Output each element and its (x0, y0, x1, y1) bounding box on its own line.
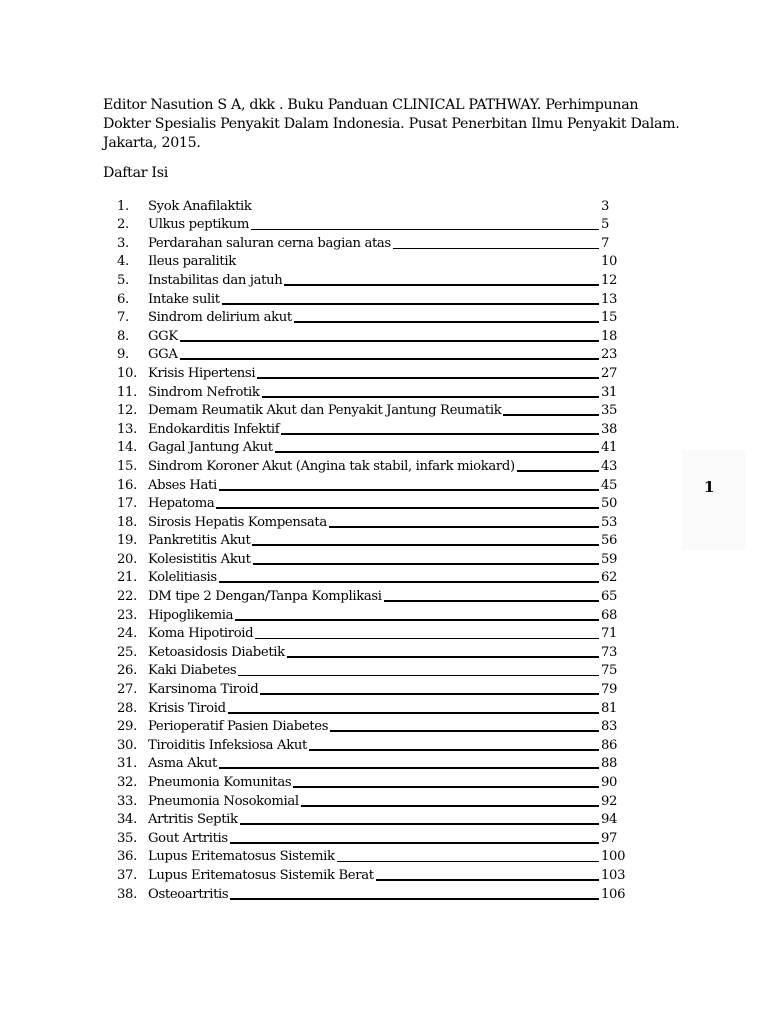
toc-item-title: Ulkus peptikum (148, 217, 250, 233)
toc-item-page: 38 (601, 421, 618, 437)
toc-leader-line (275, 451, 599, 453)
toc-item-page: 73 (601, 644, 618, 660)
toc-item (117, 401, 627, 420)
toc-item-number: 14. (117, 440, 137, 456)
toc-leader-line (235, 619, 599, 621)
toc-item (117, 438, 627, 457)
toc-item (117, 233, 627, 252)
toc-item (117, 270, 627, 289)
toc-item-page: 90 (601, 775, 618, 790)
toc-leader-line (503, 414, 599, 416)
toc-leader-line (252, 544, 599, 546)
toc-item-page: 75 (601, 663, 618, 679)
toc-item-title: Gagal Jantung Akut (148, 440, 273, 456)
toc-item-page: 41 (601, 440, 618, 456)
toc-leader-line (228, 712, 599, 714)
toc-item-number: 2. (117, 217, 129, 233)
toc-item-number: 21. (117, 570, 137, 586)
toc-item (117, 196, 627, 215)
toc-item-number: 20. (117, 551, 137, 567)
toc-item-page: 81 (601, 700, 618, 716)
toc-item (117, 791, 627, 810)
toc-item-page: 94 (601, 812, 618, 828)
toc-item (117, 494, 627, 513)
margin-shade (682, 450, 746, 550)
toc-item-number: 28. (117, 700, 137, 716)
toc-item-page: 31 (601, 384, 618, 400)
toc-leader-line (219, 581, 599, 583)
toc-item-page: 68 (601, 607, 618, 623)
toc-leader-line (287, 656, 599, 658)
toc-item-title: Perioperatif Pasien Diabetes (148, 719, 329, 735)
toc-heading: Daftar Isi (103, 165, 168, 181)
toc-item-page: 13 (601, 291, 618, 307)
toc-item (117, 456, 627, 475)
toc-item-number: 16. (117, 477, 137, 493)
toc-item-number: 34. (117, 812, 137, 828)
toc-item (117, 308, 627, 327)
toc-leader-line (309, 749, 599, 751)
toc-item (117, 847, 627, 866)
toc-item-page: 79 (601, 682, 618, 698)
toc-item-title: Kolesistitis Akut (148, 551, 251, 567)
toc-item-number: 8. (117, 328, 129, 344)
toc-leader-line (255, 638, 599, 639)
toc-item-page: 92 (601, 793, 618, 809)
toc-item-number: 36. (117, 849, 137, 865)
toc-item-number: 7. (117, 310, 129, 326)
toc-item-title: Syok Anafilaktik (148, 198, 252, 214)
toc-item (117, 568, 627, 587)
toc-item (117, 605, 627, 624)
toc-item (117, 717, 627, 736)
toc-item-number: 18. (117, 514, 137, 530)
toc-item (117, 475, 627, 494)
toc-item-number: 37. (117, 867, 137, 883)
toc-item-page: 62 (601, 570, 618, 586)
toc-item-title: Tiroiditis Infeksiosa Akut (148, 737, 307, 753)
toc-leader-line (517, 470, 599, 472)
toc-item-page: 106 (601, 886, 626, 902)
toc-item-page: 15 (601, 310, 618, 326)
toc-leader-line (330, 730, 599, 732)
toc-item-title: DM tipe 2 Dengan/Tanpa Komplikasi (148, 589, 382, 605)
toc-item-title: GGK (148, 328, 178, 344)
toc-leader-line (230, 842, 599, 844)
reference-line: Dokter Spesialis Penyakit Dalam Indonesia. Pusat Penerbitan Ilmu Penyakit Dalam. (103, 116, 680, 132)
toc-leader-line (230, 898, 599, 900)
toc-item-number: 6. (117, 291, 129, 307)
toc-leader-line (251, 229, 599, 230)
toc-item-page: 97 (601, 830, 618, 846)
toc-item-title: Demam Reumatik Akut dan Penyakit Jantung Reumatik (148, 403, 502, 419)
toc-item (117, 363, 627, 382)
toc-item (117, 735, 627, 754)
toc-leader-line (376, 879, 599, 881)
toc-item-page: 5 (601, 217, 610, 233)
toc-item-number: 12. (117, 403, 137, 419)
toc-item-title: GGA (148, 347, 178, 363)
toc-item-page: 65 (601, 589, 618, 605)
toc-item (117, 754, 627, 773)
toc-item-title: Krisis Hipertensi (148, 365, 256, 381)
toc-item-title: Ileus paralitik (148, 254, 236, 270)
toc-item (117, 828, 627, 847)
toc-item (117, 642, 627, 661)
toc-item (117, 772, 627, 791)
toc-item-page: 3 (601, 198, 610, 214)
toc-item-title: Instabilitas dan jatuh (148, 272, 283, 288)
toc-item-title: Pankretitis Akut (148, 533, 251, 549)
toc-item (117, 624, 627, 643)
toc-item-page: 27 (601, 365, 618, 381)
toc-item-number: 26. (117, 663, 137, 679)
toc-item-page: 7 (601, 235, 610, 251)
toc-item-title: Karsinoma Tiroid (148, 682, 259, 698)
toc-item-number: 30. (117, 737, 137, 753)
toc-leader-line (216, 507, 599, 509)
toc-item-title: Kolelitiasis (148, 570, 217, 586)
toc-item-title: Endokarditis Infektif (148, 421, 280, 437)
toc-item-number: 24. (117, 626, 137, 642)
toc-leader-line (257, 377, 599, 379)
toc-item (117, 382, 627, 401)
toc-item-page: 103 (601, 867, 626, 883)
toc-item-title: Sindrom Nefrotik (148, 384, 260, 400)
toc-leader-line (219, 489, 599, 491)
toc-item-number: 1. (117, 198, 129, 214)
toc-leader-line (180, 358, 599, 360)
reference-line: Editor Nasution S A, dkk . Buku Panduan CLINICAL PATHWAY. Perhimpunan (103, 97, 639, 113)
toc-item-title: Hepatoma (148, 496, 215, 512)
toc-item-number: 31. (117, 756, 137, 772)
toc-leader-line (301, 805, 599, 807)
toc-item-number: 19. (117, 533, 137, 549)
toc-item (117, 549, 627, 568)
toc-item (117, 661, 627, 680)
toc-item-number: 38. (117, 886, 137, 902)
toc-item-page: 56 (601, 533, 618, 549)
toc-leader-line (180, 340, 599, 342)
toc-item-page: 18 (601, 328, 618, 344)
toc-item-number: 13. (117, 421, 137, 437)
toc-item-number: 35. (117, 830, 137, 846)
toc-item (117, 345, 627, 364)
toc-item (117, 215, 627, 234)
toc-item (117, 252, 627, 271)
toc-leader-line (219, 767, 599, 769)
toc-leader-line (240, 823, 599, 825)
toc-item (117, 531, 627, 550)
toc-item-page: 88 (601, 756, 618, 772)
toc-leader-line (253, 563, 599, 565)
toc-item-title: Osteoartritis (148, 886, 229, 902)
toc-item-number: 15. (117, 458, 137, 474)
toc-item-number: 25. (117, 644, 137, 660)
toc-item-title: Lupus Eritematosus Sistemik (148, 849, 335, 865)
toc-item-number: 5. (117, 272, 129, 288)
toc-leader-line (222, 303, 599, 305)
toc-item-page: 35 (601, 403, 618, 419)
toc-item-number: 23. (117, 607, 137, 623)
toc-item-page: 45 (601, 477, 618, 493)
toc-item-title: Hipoglikemia (148, 607, 234, 623)
toc-item-title: Intake sulit (148, 291, 220, 307)
toc-item-number: 4. (117, 254, 129, 270)
toc-item-number: 32. (117, 775, 137, 790)
toc-item (117, 810, 627, 829)
toc-item-title: Koma Hipotiroid (148, 626, 254, 642)
toc-item-number: 17. (117, 496, 137, 512)
toc-item-title: Artritis Septik (148, 812, 238, 828)
toc-leader-line (293, 786, 599, 788)
toc-item-title: Abses Hati (148, 477, 217, 493)
toc-item (117, 512, 627, 531)
toc-item (117, 865, 627, 884)
toc-leader-line (393, 248, 599, 249)
toc-item (117, 326, 627, 345)
toc-item-number: 22. (117, 589, 137, 605)
toc-item-number: 9. (117, 347, 129, 363)
toc-item-page: 10 (601, 254, 618, 270)
toc-item-title: Krisis Tiroid (148, 700, 226, 716)
toc-item (117, 698, 627, 717)
toc-item-title: Pneumonia Nosokomial (148, 793, 299, 809)
toc-leader-line (329, 526, 599, 528)
toc-leader-line (294, 321, 599, 323)
toc-item-number: 3. (117, 235, 129, 251)
toc-item (117, 586, 627, 605)
toc-item-number: 10. (117, 365, 137, 381)
table-of-contents (117, 196, 627, 903)
toc-item (117, 289, 627, 308)
reference-citation (103, 96, 680, 153)
toc-item-title: Gout Artritis (148, 830, 228, 846)
toc-leader-line (384, 600, 599, 602)
toc-item-number: 27. (117, 682, 137, 698)
reference-line: Jakarta, 2015. (103, 135, 201, 151)
toc-leader-line (281, 433, 599, 435)
toc-leader-line (238, 675, 599, 676)
toc-item-page: 23 (601, 347, 618, 363)
page-number: 1 (704, 478, 715, 496)
toc-item-title: Sirosis Hepatis Kompensata (148, 514, 327, 530)
toc-item-title: Ketoasidosis Diabetik (148, 644, 285, 660)
toc-item-page: 59 (601, 551, 618, 567)
toc-item-title: Sindrom delirium akut (148, 310, 292, 326)
toc-item-number: 33. (117, 793, 137, 809)
toc-item-page: 50 (601, 496, 618, 512)
toc-item-page: 86 (601, 737, 618, 753)
toc-item-title: Perdarahan saluran cerna bagian atas (148, 235, 391, 251)
toc-item-title: Lupus Eritematosus Sistemik Berat (148, 867, 374, 883)
toc-leader-line (260, 693, 599, 695)
toc-item (117, 884, 627, 903)
toc-item-page: 83 (601, 719, 618, 735)
toc-item-title: Pneumonia Komunitas (148, 775, 292, 790)
toc-item-title: Kaki Diabetes (148, 663, 237, 679)
toc-item-page: 12 (601, 272, 618, 288)
toc-item (117, 679, 627, 698)
toc-item-page: 100 (601, 849, 626, 865)
toc-leader-line (337, 861, 599, 862)
toc-leader-line (284, 284, 599, 286)
toc-item-title: Asma Akut (148, 756, 218, 772)
toc-item-page: 53 (601, 514, 618, 530)
toc-item-number: 29. (117, 719, 137, 735)
toc-leader-line (262, 396, 599, 398)
toc-item (117, 419, 627, 438)
toc-item-page: 71 (601, 626, 618, 642)
toc-item-number: 11. (117, 384, 137, 400)
toc-item-page: 43 (601, 458, 618, 474)
toc-item-title: Sindrom Koroner Akut (Angina tak stabil, infark miokard) (148, 458, 515, 474)
